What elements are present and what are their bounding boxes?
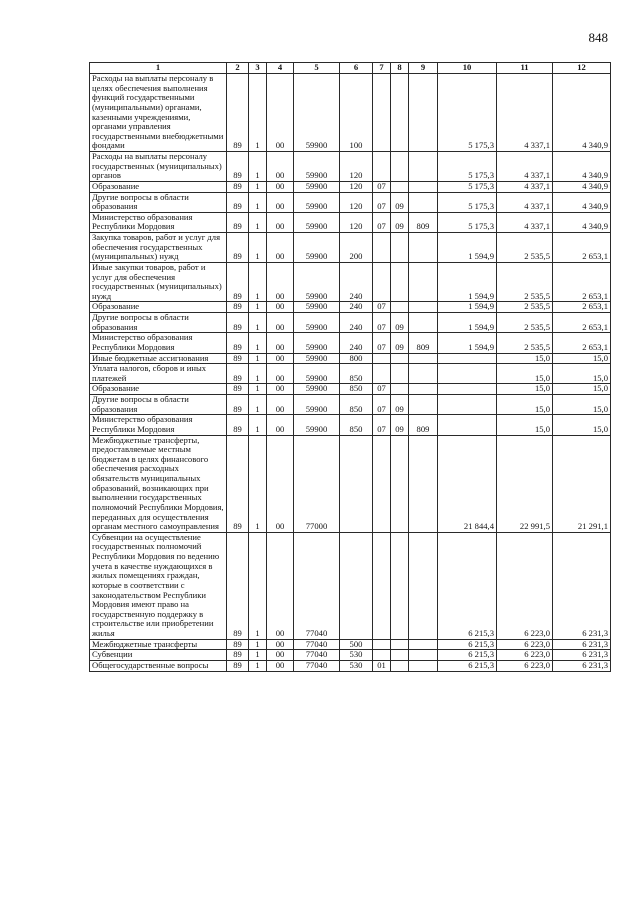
cell-col-5: 59900 [294, 302, 340, 313]
cell-col-5: 59900 [294, 192, 340, 212]
cell-col-11: 2 535,5 [497, 313, 553, 333]
cell-col-4: 00 [267, 74, 294, 152]
table-row [90, 353, 611, 364]
cell-col-12: 15,0 [553, 384, 611, 395]
cell-col-11: 6 223,0 [497, 532, 553, 639]
row-label: Иные закупки товаров, работ и услуг для обеспечения государственных (муниципальных) нужд [90, 262, 227, 302]
cell-col-2: 89 [227, 212, 249, 232]
budget-table [89, 62, 611, 672]
row-label: Субвенции [90, 650, 227, 661]
row-label: Расходы на выплаты персоналу государственных (муниципальных) органов [90, 152, 227, 182]
row-label: Министерство образования Республики Мордовия [90, 415, 227, 435]
table-row [90, 212, 611, 232]
table-row [90, 313, 611, 333]
cell-col-6 [340, 435, 373, 532]
page-number: 848 [588, 30, 608, 45]
cell-col-12: 2 653,1 [553, 313, 611, 333]
cell-col-10: 6 215,3 [438, 650, 497, 661]
row-label: Образование [90, 181, 227, 192]
cell-col-12: 4 340,9 [553, 181, 611, 192]
cell-col-12: 6 231,3 [553, 660, 611, 671]
cell-col-7: 07 [373, 395, 391, 415]
cell-col-2: 89 [227, 650, 249, 661]
cell-col-7 [373, 233, 391, 263]
cell-col-4: 00 [267, 313, 294, 333]
column-header: 3 [249, 63, 267, 74]
cell-col-5: 77040 [294, 660, 340, 671]
cell-col-6: 530 [340, 650, 373, 661]
cell-col-10: 5 175,3 [438, 74, 497, 152]
table-row [90, 364, 611, 384]
cell-col-9 [409, 532, 438, 639]
cell-col-7 [373, 262, 391, 302]
column-header: 10 [438, 63, 497, 74]
cell-col-7 [373, 74, 391, 152]
column-header: 4 [267, 63, 294, 74]
table-header-row [90, 63, 611, 74]
cell-col-2: 89 [227, 152, 249, 182]
row-label: Расходы на выплаты персоналу в целях обеспечения выполнения функций государственными (муниципальными) органами, казенными учреждениями, органами управления государственными внебюджетными фондами [90, 74, 227, 152]
cell-col-12: 2 653,1 [553, 233, 611, 263]
row-label: Министерство образования Республики Мордовия [90, 212, 227, 232]
cell-col-7: 07 [373, 313, 391, 333]
row-label: Уплата налогов, сборов и иных платежей [90, 364, 227, 384]
cell-col-3: 1 [249, 262, 267, 302]
cell-col-11: 15,0 [497, 384, 553, 395]
cell-col-11: 4 337,1 [497, 181, 553, 192]
cell-col-5: 59900 [294, 313, 340, 333]
row-label: Межбюджетные трансферты [90, 639, 227, 650]
cell-col-6: 530 [340, 660, 373, 671]
cell-col-12: 21 291,1 [553, 435, 611, 532]
cell-col-7: 07 [373, 415, 391, 435]
cell-col-10 [438, 384, 497, 395]
cell-col-9: 809 [409, 212, 438, 232]
column-header: 8 [391, 63, 409, 74]
cell-col-10: 1 594,9 [438, 262, 497, 302]
cell-col-3: 1 [249, 395, 267, 415]
cell-col-7 [373, 435, 391, 532]
cell-col-2: 89 [227, 353, 249, 364]
cell-col-9 [409, 152, 438, 182]
cell-col-3: 1 [249, 302, 267, 313]
cell-col-12: 6 231,3 [553, 639, 611, 650]
cell-col-5: 77000 [294, 435, 340, 532]
cell-col-7: 07 [373, 192, 391, 212]
cell-col-5: 59900 [294, 353, 340, 364]
cell-col-11: 15,0 [497, 364, 553, 384]
cell-col-2: 89 [227, 395, 249, 415]
cell-col-6: 240 [340, 302, 373, 313]
cell-col-3: 1 [249, 212, 267, 232]
table-row [90, 262, 611, 302]
cell-col-3: 1 [249, 639, 267, 650]
cell-col-3: 1 [249, 313, 267, 333]
cell-col-6: 100 [340, 74, 373, 152]
column-header: 1 [90, 63, 227, 74]
cell-col-2: 89 [227, 660, 249, 671]
table-row [90, 181, 611, 192]
cell-col-2: 89 [227, 192, 249, 212]
cell-col-12: 4 340,9 [553, 152, 611, 182]
table-row [90, 639, 611, 650]
cell-col-12: 6 231,3 [553, 532, 611, 639]
cell-col-9 [409, 639, 438, 650]
cell-col-6: 500 [340, 639, 373, 650]
cell-col-11: 2 535,5 [497, 262, 553, 302]
cell-col-9 [409, 313, 438, 333]
row-label: Закупка товаров, работ и услуг для обеспечения государственных (муниципальных) нужд [90, 233, 227, 263]
cell-col-8 [391, 302, 409, 313]
cell-col-5: 59900 [294, 364, 340, 384]
cell-col-7: 01 [373, 660, 391, 671]
cell-col-2: 89 [227, 435, 249, 532]
cell-col-2: 89 [227, 532, 249, 639]
cell-col-12: 15,0 [553, 353, 611, 364]
cell-col-2: 89 [227, 333, 249, 353]
cell-col-8 [391, 233, 409, 263]
cell-col-11: 22 991,5 [497, 435, 553, 532]
cell-col-2: 89 [227, 313, 249, 333]
cell-col-6 [340, 532, 373, 639]
cell-col-12: 15,0 [553, 395, 611, 415]
cell-col-2: 89 [227, 384, 249, 395]
cell-col-4: 00 [267, 395, 294, 415]
cell-col-4: 00 [267, 639, 294, 650]
cell-col-9 [409, 435, 438, 532]
cell-col-2: 89 [227, 639, 249, 650]
cell-col-12: 6 231,3 [553, 650, 611, 661]
cell-col-9 [409, 302, 438, 313]
column-header: 6 [340, 63, 373, 74]
row-label: Образование [90, 302, 227, 313]
cell-col-11: 6 223,0 [497, 639, 553, 650]
cell-col-6: 240 [340, 333, 373, 353]
cell-col-12: 2 653,1 [553, 302, 611, 313]
cell-col-5: 77040 [294, 650, 340, 661]
row-label: Министерство образования Республики Мордовия [90, 333, 227, 353]
table-row [90, 435, 611, 532]
column-header: 9 [409, 63, 438, 74]
cell-col-10: 5 175,3 [438, 152, 497, 182]
cell-col-7: 07 [373, 384, 391, 395]
cell-col-9 [409, 181, 438, 192]
table-row [90, 192, 611, 212]
cell-col-5: 59900 [294, 262, 340, 302]
cell-col-4: 00 [267, 435, 294, 532]
cell-col-6: 120 [340, 152, 373, 182]
table-row [90, 74, 611, 152]
cell-col-10: 6 215,3 [438, 532, 497, 639]
cell-col-8 [391, 181, 409, 192]
row-label: Межбюджетные трансферты, предоставляемые местным бюджетам в целях финансового обеспечения расходных обязательств муниципальных образований, возникающих при выполнении государственных полномочий Республики Мордовия, переданных для осуществления органам местного самоуправления [90, 435, 227, 532]
cell-col-5: 59900 [294, 395, 340, 415]
cell-col-11: 4 337,1 [497, 212, 553, 232]
cell-col-4: 00 [267, 212, 294, 232]
table-body [90, 74, 611, 672]
table-row [90, 395, 611, 415]
cell-col-10 [438, 415, 497, 435]
cell-col-4: 00 [267, 302, 294, 313]
cell-col-3: 1 [249, 152, 267, 182]
row-label: Образование [90, 384, 227, 395]
cell-col-8: 09 [391, 333, 409, 353]
cell-col-12: 4 340,9 [553, 212, 611, 232]
cell-col-8: 09 [391, 212, 409, 232]
row-label: Другие вопросы в области образования [90, 313, 227, 333]
row-label: Иные бюджетные ассигнования [90, 353, 227, 364]
cell-col-7 [373, 650, 391, 661]
table-row [90, 302, 611, 313]
cell-col-10: 1 594,9 [438, 313, 497, 333]
cell-col-3: 1 [249, 74, 267, 152]
cell-col-11: 4 337,1 [497, 74, 553, 152]
cell-col-8: 09 [391, 395, 409, 415]
cell-col-10: 6 215,3 [438, 639, 497, 650]
cell-col-8 [391, 262, 409, 302]
cell-col-11: 4 337,1 [497, 152, 553, 182]
cell-col-9 [409, 233, 438, 263]
cell-col-2: 89 [227, 233, 249, 263]
cell-col-7 [373, 639, 391, 650]
cell-col-7: 07 [373, 181, 391, 192]
cell-col-7: 07 [373, 333, 391, 353]
cell-col-9 [409, 395, 438, 415]
cell-col-7 [373, 532, 391, 639]
cell-col-5: 59900 [294, 212, 340, 232]
cell-col-10: 1 594,9 [438, 333, 497, 353]
cell-col-5: 59900 [294, 333, 340, 353]
cell-col-4: 00 [267, 650, 294, 661]
cell-col-2: 89 [227, 262, 249, 302]
cell-col-7: 07 [373, 302, 391, 313]
cell-col-10: 1 594,9 [438, 233, 497, 263]
cell-col-6: 850 [340, 364, 373, 384]
cell-col-3: 1 [249, 415, 267, 435]
cell-col-3: 1 [249, 650, 267, 661]
cell-col-10: 6 215,3 [438, 660, 497, 671]
cell-col-9 [409, 74, 438, 152]
cell-col-2: 89 [227, 302, 249, 313]
cell-col-2: 89 [227, 364, 249, 384]
cell-col-11: 6 223,0 [497, 660, 553, 671]
cell-col-11: 2 535,5 [497, 302, 553, 313]
cell-col-6: 120 [340, 192, 373, 212]
cell-col-8 [391, 74, 409, 152]
cell-col-5: 59900 [294, 415, 340, 435]
cell-col-7: 07 [373, 212, 391, 232]
cell-col-12: 2 653,1 [553, 262, 611, 302]
cell-col-10: 5 175,3 [438, 192, 497, 212]
column-header: 7 [373, 63, 391, 74]
cell-col-4: 00 [267, 364, 294, 384]
cell-col-5: 59900 [294, 233, 340, 263]
cell-col-3: 1 [249, 181, 267, 192]
cell-col-12: 15,0 [553, 415, 611, 435]
cell-col-8 [391, 650, 409, 661]
row-label: Субвенции на осуществление государственных полномочий Республики Мордовия по ведению учета в качестве нуждающихся в жилых помещениях граждан, которые в соответствии с законодательством Республики Мордовия имеют право на государственную поддержку в строительстве или приобретении жилья [90, 532, 227, 639]
table-row [90, 152, 611, 182]
column-header: 11 [497, 63, 553, 74]
cell-col-5: 59900 [294, 181, 340, 192]
cell-col-4: 00 [267, 233, 294, 263]
cell-col-9 [409, 262, 438, 302]
cell-col-4: 00 [267, 353, 294, 364]
row-label: Общегосударственные вопросы [90, 660, 227, 671]
cell-col-2: 89 [227, 74, 249, 152]
cell-col-8 [391, 639, 409, 650]
table-row [90, 415, 611, 435]
cell-col-9: 809 [409, 415, 438, 435]
cell-col-10 [438, 395, 497, 415]
cell-col-3: 1 [249, 660, 267, 671]
cell-col-9 [409, 660, 438, 671]
cell-col-10: 1 594,9 [438, 302, 497, 313]
cell-col-11: 6 223,0 [497, 650, 553, 661]
table-row [90, 233, 611, 263]
cell-col-6: 240 [340, 313, 373, 333]
cell-col-12: 4 340,9 [553, 74, 611, 152]
table-row [90, 660, 611, 671]
cell-col-2: 89 [227, 181, 249, 192]
cell-col-8 [391, 364, 409, 384]
cell-col-11: 2 535,5 [497, 333, 553, 353]
row-label: Другие вопросы в области образования [90, 395, 227, 415]
cell-col-8 [391, 435, 409, 532]
cell-col-7 [373, 364, 391, 384]
cell-col-5: 59900 [294, 384, 340, 395]
cell-col-4: 00 [267, 384, 294, 395]
cell-col-4: 00 [267, 152, 294, 182]
column-header: 12 [553, 63, 611, 74]
cell-col-10 [438, 353, 497, 364]
cell-col-4: 00 [267, 532, 294, 639]
cell-col-9 [409, 192, 438, 212]
cell-col-10: 5 175,3 [438, 212, 497, 232]
cell-col-6: 120 [340, 212, 373, 232]
cell-col-3: 1 [249, 333, 267, 353]
cell-col-8: 09 [391, 415, 409, 435]
cell-col-4: 00 [267, 333, 294, 353]
table-row [90, 384, 611, 395]
cell-col-6: 200 [340, 233, 373, 263]
cell-col-4: 00 [267, 181, 294, 192]
cell-col-5: 59900 [294, 152, 340, 182]
cell-col-9 [409, 384, 438, 395]
cell-col-8: 09 [391, 313, 409, 333]
cell-col-8 [391, 384, 409, 395]
cell-col-6: 120 [340, 181, 373, 192]
cell-col-5: 77040 [294, 639, 340, 650]
cell-col-8 [391, 660, 409, 671]
cell-col-2: 89 [227, 415, 249, 435]
cell-col-7 [373, 152, 391, 182]
cell-col-9 [409, 650, 438, 661]
cell-col-11: 15,0 [497, 353, 553, 364]
cell-col-4: 00 [267, 192, 294, 212]
cell-col-4: 00 [267, 415, 294, 435]
column-header: 5 [294, 63, 340, 74]
cell-col-3: 1 [249, 532, 267, 639]
column-header: 2 [227, 63, 249, 74]
table-row [90, 650, 611, 661]
cell-col-8 [391, 152, 409, 182]
cell-col-3: 1 [249, 353, 267, 364]
cell-col-6: 850 [340, 415, 373, 435]
cell-col-8: 09 [391, 192, 409, 212]
cell-col-3: 1 [249, 192, 267, 212]
cell-col-3: 1 [249, 233, 267, 263]
cell-col-11: 4 337,1 [497, 192, 553, 212]
cell-col-9: 809 [409, 333, 438, 353]
cell-col-3: 1 [249, 384, 267, 395]
row-label: Другие вопросы в области образования [90, 192, 227, 212]
cell-col-5: 59900 [294, 74, 340, 152]
cell-col-9 [409, 353, 438, 364]
cell-col-7 [373, 353, 391, 364]
cell-col-12: 2 653,1 [553, 333, 611, 353]
cell-col-3: 1 [249, 364, 267, 384]
cell-col-8 [391, 353, 409, 364]
cell-col-5: 77040 [294, 532, 340, 639]
table-row [90, 333, 611, 353]
cell-col-9 [409, 364, 438, 384]
cell-col-8 [391, 532, 409, 639]
table-row [90, 532, 611, 639]
cell-col-10: 21 844,4 [438, 435, 497, 532]
cell-col-12: 15,0 [553, 364, 611, 384]
cell-col-11: 15,0 [497, 415, 553, 435]
cell-col-12: 4 340,9 [553, 192, 611, 212]
cell-col-4: 00 [267, 262, 294, 302]
cell-col-6: 850 [340, 384, 373, 395]
cell-col-6: 850 [340, 395, 373, 415]
cell-col-4: 00 [267, 660, 294, 671]
cell-col-11: 15,0 [497, 395, 553, 415]
cell-col-6: 240 [340, 262, 373, 302]
cell-col-10 [438, 364, 497, 384]
cell-col-3: 1 [249, 435, 267, 532]
cell-col-11: 2 535,5 [497, 233, 553, 263]
cell-col-6: 800 [340, 353, 373, 364]
cell-col-10: 5 175,3 [438, 181, 497, 192]
